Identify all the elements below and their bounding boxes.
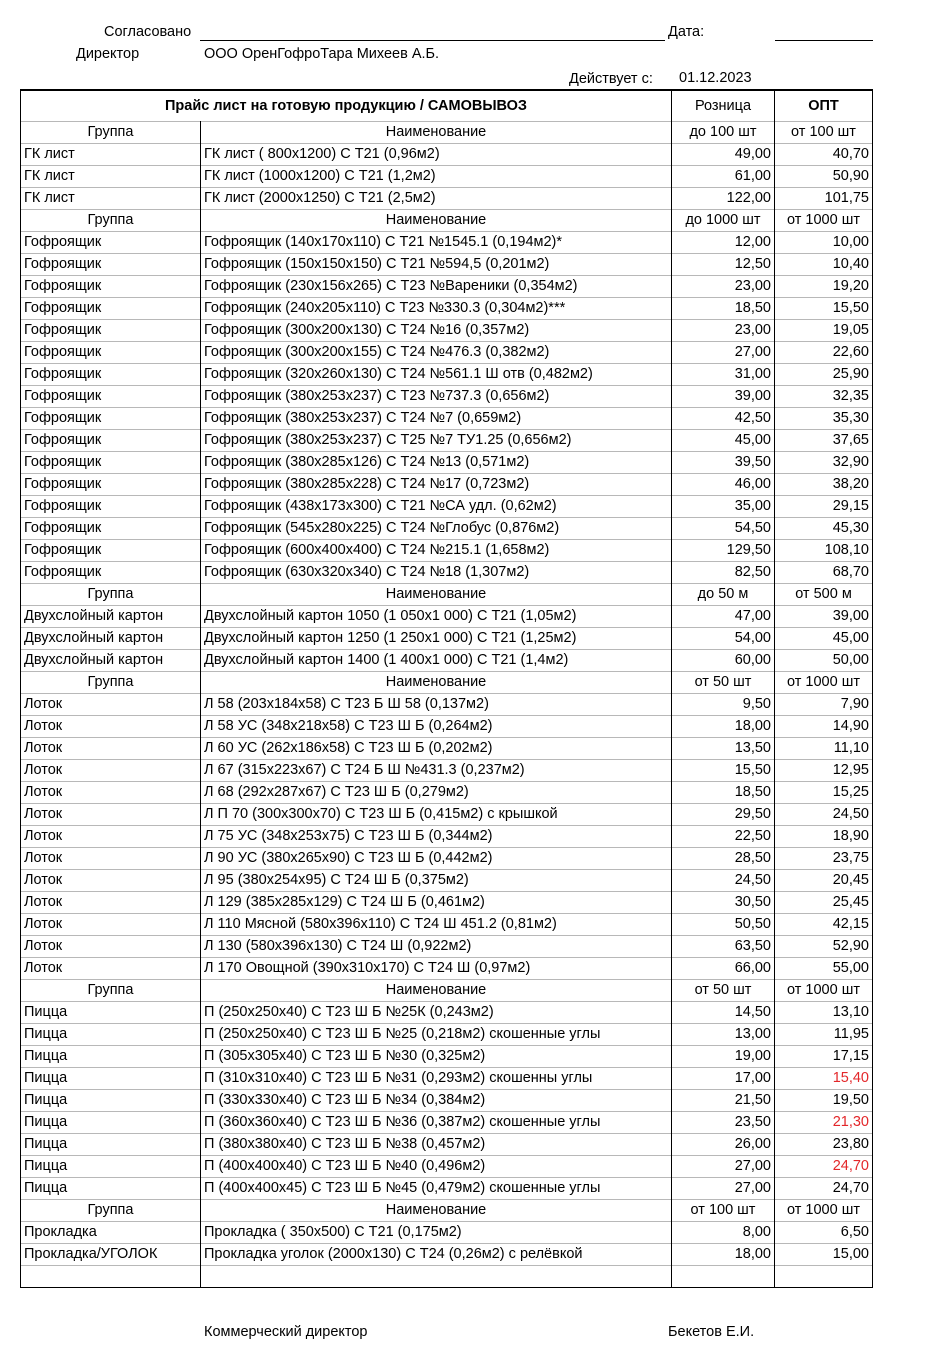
table-row (21, 562, 873, 584)
empty-cell (672, 1266, 775, 1288)
group-cell: Пицца (21, 1002, 201, 1024)
wholesale-price-cell: 108,10 (775, 540, 873, 562)
empty-cell (201, 1266, 672, 1288)
retail-price-cell: 45,00 (672, 430, 775, 452)
group-cell: Пицца (21, 1068, 201, 1090)
table-row (21, 892, 873, 914)
wholesale-price-cell: 45,00 (775, 628, 873, 650)
retail-qty-header: до 50 м (672, 584, 775, 606)
group-cell: Лоток (21, 760, 201, 782)
name-cell: Гофроящик (300х200х155) С Т24 №476.3 (0,382м2) (201, 342, 672, 364)
retail-price-cell: 31,00 (672, 364, 775, 386)
retail-price-cell: 42,50 (672, 408, 775, 430)
wholesale-price-cell: 39,00 (775, 606, 873, 628)
wholesale-price-cell: 52,90 (775, 936, 873, 958)
wholesale-price-cell: 11,95 (775, 1024, 873, 1046)
section-header-row (21, 122, 873, 144)
table-row (21, 320, 873, 342)
retail-price-cell: 39,00 (672, 386, 775, 408)
name-cell: Л 58 УС (348х218х58) С Т23 Ш Б (0,264м2) (201, 716, 672, 738)
group-cell: Пицца (21, 1178, 201, 1200)
retail-qty-header: от 100 шт (672, 1200, 775, 1222)
group-cell: Лоток (21, 738, 201, 760)
table-row (21, 738, 873, 760)
retail-price-cell: 122,00 (672, 188, 775, 210)
name-cell: Гофроящик (545х280х225) С Т24 №Глобус (0,876м2) (201, 518, 672, 540)
wholesale-price-cell: 20,45 (775, 870, 873, 892)
name-cell: П (310х310х40) С Т23 Ш Б №31 (0,293м2) скошенны углы (201, 1068, 672, 1090)
group-column-header: Группа (21, 980, 201, 1002)
table-title-row (21, 90, 873, 122)
section-header-row (21, 1200, 873, 1222)
name-cell: Гофроящик (230х156х265) С Т23 №Вареники (0,354м2) (201, 276, 672, 298)
retail-price-cell: 23,00 (672, 276, 775, 298)
retail-price-cell: 24,50 (672, 870, 775, 892)
wholesale-price-cell: 23,80 (775, 1134, 873, 1156)
name-cell: Двухслойный картон 1250 (1 250х1 000) С Т21 (1,25м2) (201, 628, 672, 650)
retail-price-cell: 54,50 (672, 518, 775, 540)
wholesale-price-cell: 40,70 (775, 144, 873, 166)
group-cell: Двухслойный картон (21, 650, 201, 672)
table-row (21, 1112, 873, 1134)
table-row (21, 936, 873, 958)
group-cell: Гофроящик (21, 276, 201, 298)
date-line (775, 40, 873, 41)
retail-price-cell: 23,50 (672, 1112, 775, 1134)
table-row (21, 1222, 873, 1244)
retail-price-cell: 18,50 (672, 298, 775, 320)
name-cell: П (250х250х40) С Т23 Ш Б №25К (0,243м2) (201, 1002, 672, 1024)
wholesale-qty-header: от 100 шт (775, 122, 873, 144)
name-column-header: Наименование (201, 584, 672, 606)
name-cell: Гофроящик (300х200х130) С Т24 №16 (0,357м2) (201, 320, 672, 342)
name-cell: Л 130 (580х396х130) С Т24 Ш (0,922м2) (201, 936, 672, 958)
wholesale-price-cell: 14,90 (775, 716, 873, 738)
table-row (21, 1134, 873, 1156)
wholesale-price-cell: 11,10 (775, 738, 873, 760)
group-cell: Лоток (21, 848, 201, 870)
name-cell: ГК лист (1000х1200) С Т21 (1,2м2) (201, 166, 672, 188)
table-row (21, 496, 873, 518)
wholesale-qty-header: от 1000 шт (775, 210, 873, 232)
retail-price-cell: 61,00 (672, 166, 775, 188)
table-row (21, 276, 873, 298)
name-column-header: Наименование (201, 980, 672, 1002)
wholesale-price-cell: 13,10 (775, 1002, 873, 1024)
wholesale-price-cell: 24,50 (775, 804, 873, 826)
table-row (21, 144, 873, 166)
group-cell: Прокладка/УГОЛОК (21, 1244, 201, 1266)
table-row (21, 452, 873, 474)
wholesale-price-cell: 19,20 (775, 276, 873, 298)
wholesale-price-cell: 15,40 (775, 1068, 873, 1090)
section-header-row (21, 980, 873, 1002)
wholesale-price-cell: 23,75 (775, 848, 873, 870)
group-cell: Гофроящик (21, 254, 201, 276)
name-cell: Гофроящик (380х253х237) С Т24 №7 (0,659м2) (201, 408, 672, 430)
name-cell: Гофроящик (320х260х130) С Т24 №561.1 Ш отв (0,482м2) (201, 364, 672, 386)
name-cell: Гофроящик (630х320х340) С Т24 №18 (1,307м2) (201, 562, 672, 584)
name-cell: Л 68 (292х287х67) С Т23 Ш Б (0,279м2) (201, 782, 672, 804)
wholesale-price-cell: 32,35 (775, 386, 873, 408)
name-cell: ГК лист ( 800х1200) С Т21 (0,96м2) (201, 144, 672, 166)
table-row (21, 1156, 873, 1178)
retail-price-cell: 21,50 (672, 1090, 775, 1112)
retail-price-cell: 49,00 (672, 144, 775, 166)
retail-qty-header: до 100 шт (672, 122, 775, 144)
table-row (21, 254, 873, 276)
table-row (21, 188, 873, 210)
wholesale-price-cell: 7,90 (775, 694, 873, 716)
name-cell: Л 129 (385х285х129) С Т24 Ш Б (0,461м2) (201, 892, 672, 914)
retail-price-cell: 46,00 (672, 474, 775, 496)
group-column-header: Группа (21, 584, 201, 606)
wholesale-price-cell: 10,40 (775, 254, 873, 276)
name-cell: Гофроящик (240х205х110) С Т23 №330.3 (0,304м2)*** (201, 298, 672, 320)
wholesale-price-cell: 15,00 (775, 1244, 873, 1266)
group-column-header: Группа (21, 122, 201, 144)
retail-price-cell: 23,00 (672, 320, 775, 342)
date-label: Дата: (668, 24, 705, 40)
table-row (21, 1090, 873, 1112)
name-cell: Л 60 УС (262х186х58) С Т23 Ш Б (0,202м2) (201, 738, 672, 760)
section-header-row (21, 584, 873, 606)
retail-price-cell: 54,00 (672, 628, 775, 650)
name-cell: Гофроящик (140х170х110) С Т21 №1545.1 (0,194м2)* (201, 232, 672, 254)
retail-price-cell: 26,00 (672, 1134, 775, 1156)
table-row (21, 1046, 873, 1068)
director-label: Директор (76, 46, 140, 62)
table-row (21, 386, 873, 408)
group-cell: Пицца (21, 1090, 201, 1112)
table-row (21, 826, 873, 848)
group-cell: Гофроящик (21, 342, 201, 364)
name-column-header: Наименование (201, 1200, 672, 1222)
price-table (20, 89, 873, 1288)
retail-price-cell: 35,00 (672, 496, 775, 518)
retail-price-cell: 82,50 (672, 562, 775, 584)
name-cell: Гофроящик (150х150х150) С Т21 №594,5 (0,201м2) (201, 254, 672, 276)
group-cell: Пицца (21, 1024, 201, 1046)
name-cell: Гофроящик (380х253х237) С Т23 №737.3 (0,656м2) (201, 386, 672, 408)
wholesale-price-cell: 15,50 (775, 298, 873, 320)
table-row (21, 650, 873, 672)
group-cell: Лоток (21, 892, 201, 914)
wholesale-qty-header: от 1000 шт (775, 672, 873, 694)
table-row (21, 408, 873, 430)
retail-price-cell: 18,00 (672, 716, 775, 738)
wholesale-price-cell: 55,00 (775, 958, 873, 980)
retail-price-cell: 27,00 (672, 1178, 775, 1200)
section-header-row (21, 672, 873, 694)
wholesale-price-cell: 19,05 (775, 320, 873, 342)
retail-price-cell: 19,00 (672, 1046, 775, 1068)
group-cell: Лоток (21, 826, 201, 848)
group-cell: Прокладка (21, 1222, 201, 1244)
name-cell: Л 90 УС (380х265х90) С Т23 Ш Б (0,442м2) (201, 848, 672, 870)
empty-cell (21, 1266, 201, 1288)
table-row (21, 232, 873, 254)
wholesale-price-cell: 29,15 (775, 496, 873, 518)
wholesale-price-cell: 35,30 (775, 408, 873, 430)
wholesale-price-cell: 18,90 (775, 826, 873, 848)
table-row (21, 298, 873, 320)
group-cell: Гофроящик (21, 452, 201, 474)
group-cell: Двухслойный картон (21, 628, 201, 650)
wholesale-price-cell: 50,00 (775, 650, 873, 672)
wholesale-price-cell: 24,70 (775, 1156, 873, 1178)
retail-price-cell: 60,00 (672, 650, 775, 672)
retail-price-cell: 12,00 (672, 232, 775, 254)
table-row (21, 166, 873, 188)
table-row (21, 782, 873, 804)
wholesale-price-cell: 68,70 (775, 562, 873, 584)
agreed-label: Согласовано (104, 24, 192, 40)
wholesale-price-cell: 25,90 (775, 364, 873, 386)
retail-qty-header: до 1000 шт (672, 210, 775, 232)
retail-price-cell: 9,50 (672, 694, 775, 716)
group-cell: Двухслойный картон (21, 606, 201, 628)
table-row (21, 606, 873, 628)
group-cell: ГК лист (21, 166, 201, 188)
table-row (21, 518, 873, 540)
group-cell: Лоток (21, 958, 201, 980)
group-cell: Лоток (21, 804, 201, 826)
retail-price-cell: 63,50 (672, 936, 775, 958)
table-row (21, 848, 873, 870)
name-cell: Гофроящик (600х400х400) С Т24 №215.1 (1,658м2) (201, 540, 672, 562)
name-cell: П (330х330х40) С Т23 Ш Б №34 (0,384м2) (201, 1090, 672, 1112)
group-cell: Лоток (21, 936, 201, 958)
wholesale-price-cell: 25,45 (775, 892, 873, 914)
retail-price-cell: 27,00 (672, 342, 775, 364)
group-cell: Гофроящик (21, 232, 201, 254)
valid-from-date: 01.12.2023 (679, 70, 752, 86)
name-cell: П (360х360х40) С Т23 Ш Б №36 (0,387м2) скошенные углы (201, 1112, 672, 1134)
retail-price-cell: 8,00 (672, 1222, 775, 1244)
name-column-header: Наименование (201, 122, 672, 144)
name-cell: ГК лист (2000х1250) С Т21 (2,5м2) (201, 188, 672, 210)
footer-person: Бекетов Е.И. (668, 1324, 755, 1340)
wholesale-price-cell: 12,95 (775, 760, 873, 782)
wholesale-price-cell: 6,50 (775, 1222, 873, 1244)
group-cell: Гофроящик (21, 540, 201, 562)
company-name: ООО ОренГофроТара Михеев А.Б. (204, 46, 440, 62)
table-row (21, 694, 873, 716)
retail-price-cell: 22,50 (672, 826, 775, 848)
empty-row (21, 1266, 873, 1288)
wholesale-price-cell: 37,65 (775, 430, 873, 452)
group-cell: Пицца (21, 1156, 201, 1178)
name-cell: Л 67 (315х223х67) С Т24 Б Ш №431.3 (0,237м2) (201, 760, 672, 782)
table-row (21, 870, 873, 892)
group-cell: ГК лист (21, 144, 201, 166)
name-cell: Двухслойный картон 1400 (1 400х1 000) С Т21 (1,4м2) (201, 650, 672, 672)
name-cell: П (380х380х40) С Т23 Ш Б №38 (0,457м2) (201, 1134, 672, 1156)
group-cell: Гофроящик (21, 364, 201, 386)
table-row (21, 540, 873, 562)
name-cell: Прокладка ( 350х500) С Т21 (0,175м2) (201, 1222, 672, 1244)
retail-header: Розница (672, 90, 775, 122)
retail-price-cell: 13,00 (672, 1024, 775, 1046)
group-cell: Гофроящик (21, 562, 201, 584)
retail-price-cell: 66,00 (672, 958, 775, 980)
group-cell: Гофроящик (21, 518, 201, 540)
group-cell: Гофроящик (21, 474, 201, 496)
group-cell: Лоток (21, 914, 201, 936)
group-cell: Гофроящик (21, 320, 201, 342)
retail-price-cell: 29,50 (672, 804, 775, 826)
wholesale-price-cell: 50,90 (775, 166, 873, 188)
wholesale-price-cell: 32,90 (775, 452, 873, 474)
table-row (21, 1002, 873, 1024)
name-cell: П (250х250х40) С Т23 Ш Б №25 (0,218м2) скошенные углы (201, 1024, 672, 1046)
retail-qty-header: от 50 шт (672, 672, 775, 694)
table-row (21, 1024, 873, 1046)
name-column-header: Наименование (201, 672, 672, 694)
name-cell: Гофроящик (380х285х228) С Т24 №17 (0,723м2) (201, 474, 672, 496)
wholesale-qty-header: от 1000 шт (775, 980, 873, 1002)
name-cell: П (400х400х45) С Т23 Ш Б №45 (0,479м2) скошенные углы (201, 1178, 672, 1200)
name-cell: Гофроящик (438х173х300) С Т21 №СА удл. (0,62м2) (201, 496, 672, 518)
retail-price-cell: 14,50 (672, 1002, 775, 1024)
table-row (21, 1068, 873, 1090)
name-cell: Прокладка уголок (2000х130) С Т24 (0,26м2) с релёвкой (201, 1244, 672, 1266)
section-header-row (21, 210, 873, 232)
group-cell: ГК лист (21, 188, 201, 210)
table-row (21, 342, 873, 364)
wholesale-price-cell: 17,15 (775, 1046, 873, 1068)
wholesale-price-cell: 101,75 (775, 188, 873, 210)
group-cell: Лоток (21, 870, 201, 892)
table-row (21, 364, 873, 386)
table-row (21, 628, 873, 650)
table-row (21, 1178, 873, 1200)
retail-qty-header: от 50 шт (672, 980, 775, 1002)
table-row (21, 716, 873, 738)
table-row (21, 914, 873, 936)
group-cell: Гофроящик (21, 408, 201, 430)
name-cell: Л 95 (380х254х95) С Т24 Ш Б (0,375м2) (201, 870, 672, 892)
table-row (21, 958, 873, 980)
valid-from-label: Действует с: (569, 71, 653, 87)
wholesale-price-cell: 15,25 (775, 782, 873, 804)
group-cell: Лоток (21, 694, 201, 716)
group-cell: Пицца (21, 1046, 201, 1068)
name-cell: П (400х400х40) С Т23 Ш Б №40 (0,496м2) (201, 1156, 672, 1178)
retail-price-cell: 129,50 (672, 540, 775, 562)
group-cell: Пицца (21, 1134, 201, 1156)
wholesale-price-cell: 21,30 (775, 1112, 873, 1134)
retail-price-cell: 30,50 (672, 892, 775, 914)
group-cell: Гофроящик (21, 386, 201, 408)
name-cell: Л 170 Овощной (390х310х170) С Т24 Ш (0,97м2) (201, 958, 672, 980)
table-row (21, 760, 873, 782)
name-cell: Л П 70 (300х300х70) С Т23 Ш Б (0,415м2) с крышкой (201, 804, 672, 826)
wholesale-header: ОПТ (775, 90, 873, 122)
group-column-header: Группа (21, 210, 201, 232)
table-title: Прайс лист на готовую продукцию / САМОВЫВОЗ (21, 90, 672, 122)
wholesale-price-cell: 38,20 (775, 474, 873, 496)
retail-price-cell: 17,00 (672, 1068, 775, 1090)
agreed-signature-line (200, 40, 665, 41)
group-cell: Лоток (21, 716, 201, 738)
retail-price-cell: 27,00 (672, 1156, 775, 1178)
price-table-body (21, 90, 873, 1288)
wholesale-price-cell: 22,60 (775, 342, 873, 364)
wholesale-qty-header: от 1000 шт (775, 1200, 873, 1222)
name-cell: Гофроящик (380х253х237) С Т25 №7 ТУ1.25 (0,656м2) (201, 430, 672, 452)
wholesale-price-cell: 24,70 (775, 1178, 873, 1200)
wholesale-price-cell: 10,00 (775, 232, 873, 254)
name-cell: Двухслойный картон 1050 (1 050х1 000) С Т21 (1,05м2) (201, 606, 672, 628)
retail-price-cell: 15,50 (672, 760, 775, 782)
table-row (21, 1244, 873, 1266)
name-column-header: Наименование (201, 210, 672, 232)
wholesale-qty-header: от 500 м (775, 584, 873, 606)
retail-price-cell: 12,50 (672, 254, 775, 276)
retail-price-cell: 18,50 (672, 782, 775, 804)
group-column-header: Группа (21, 1200, 201, 1222)
footer-position: Коммерческий директор (204, 1324, 368, 1340)
table-row (21, 430, 873, 452)
group-column-header: Группа (21, 672, 201, 694)
table-row (21, 474, 873, 496)
retail-price-cell: 13,50 (672, 738, 775, 760)
name-cell: Л 110 Мясной (580х396х110) С Т24 Ш 451.2 (0,81м2) (201, 914, 672, 936)
table-row (21, 804, 873, 826)
group-cell: Гофроящик (21, 298, 201, 320)
empty-cell (775, 1266, 873, 1288)
retail-price-cell: 47,00 (672, 606, 775, 628)
name-cell: Л 75 УС (348х253х75) С Т23 Ш Б (0,344м2) (201, 826, 672, 848)
name-cell: Гофроящик (380х285х126) С Т24 №13 (0,571м2) (201, 452, 672, 474)
name-cell: Л 58 (203х184х58) С Т23 Б Ш 58 (0,137м2) (201, 694, 672, 716)
wholesale-price-cell: 45,30 (775, 518, 873, 540)
retail-price-cell: 28,50 (672, 848, 775, 870)
retail-price-cell: 18,00 (672, 1244, 775, 1266)
group-cell: Гофроящик (21, 430, 201, 452)
group-cell: Гофроящик (21, 496, 201, 518)
retail-price-cell: 50,50 (672, 914, 775, 936)
group-cell: Пицца (21, 1112, 201, 1134)
group-cell: Лоток (21, 782, 201, 804)
name-cell: П (305х305х40) С Т23 Ш Б №30 (0,325м2) (201, 1046, 672, 1068)
wholesale-price-cell: 42,15 (775, 914, 873, 936)
retail-price-cell: 39,50 (672, 452, 775, 474)
wholesale-price-cell: 19,50 (775, 1090, 873, 1112)
